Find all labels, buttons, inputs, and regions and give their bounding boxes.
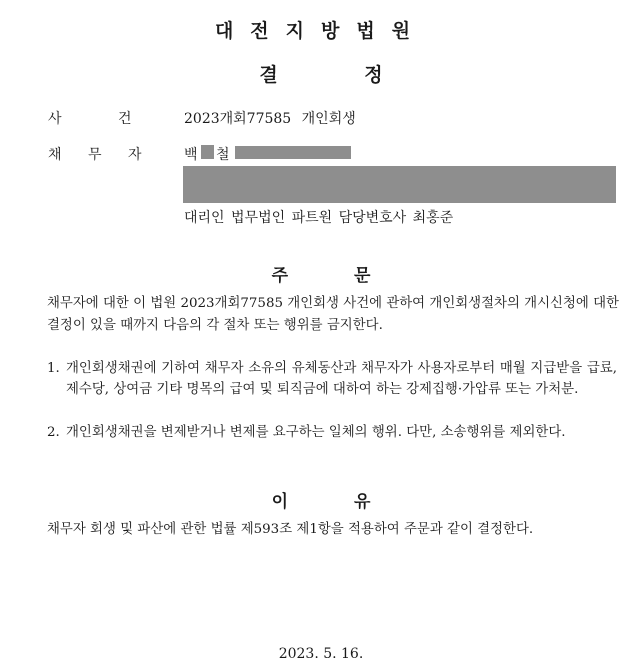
reason-heading: 이 유 [271,492,371,512]
order-item-text: 개인회생채권에 기하여 채무자 소유의 유체동산과 채무자가 사용자로부터 매월 지급받을 급료, 제수당, 상여금 기타 명목의 급여 및 퇴직금에 대하여 하는 강제집행·가압류 또는 가처분. [66,361,617,397]
debtor-address-redaction [183,166,616,203]
debtor-name-redaction [201,145,214,159]
debtor-label: 채 무 자 [48,147,142,163]
representative: 대리인 법무법인 파트원 담당변호사 최홍준 [184,210,454,226]
case-number: 2023개회77585 개인회생 [184,111,356,127]
order-item-text: 개인회생채권을 변제받거나 변제를 요구하는 일체의 행위. 다만, 소송행위를 제외한다. [66,425,566,440]
order-intro: 채무자에 대한 이 법원 2023개회77585 개인회생 사건에 관하여 개인회생절차의 개시신청에 대한 결정이 있을 때까지 다음의 각 절차 또는 행위를 금지한다. [47,296,619,333]
order-item-2 [47,422,617,443]
debtor-name-last-char: 철 [216,147,230,163]
debtor-name-first-char: 백 [184,147,198,163]
court-name: 대전지방법원 [214,20,428,42]
decision-date: 2023. 5. 16. [278,646,364,662]
order-item-number: 2. [47,425,60,440]
debtor-id-redaction [235,146,351,159]
order-item-number: 1. [47,361,60,376]
case-label: 사 건 [48,111,132,127]
order-heading: 주 문 [271,266,371,286]
reason-text: 채무자 회생 및 파산에 관한 법률 제593조 제1항을 적용하여 주문과 같이 결정한다. [47,522,534,537]
document-type-title: 결 정 [259,64,383,86]
order-item-1 [47,358,617,400]
